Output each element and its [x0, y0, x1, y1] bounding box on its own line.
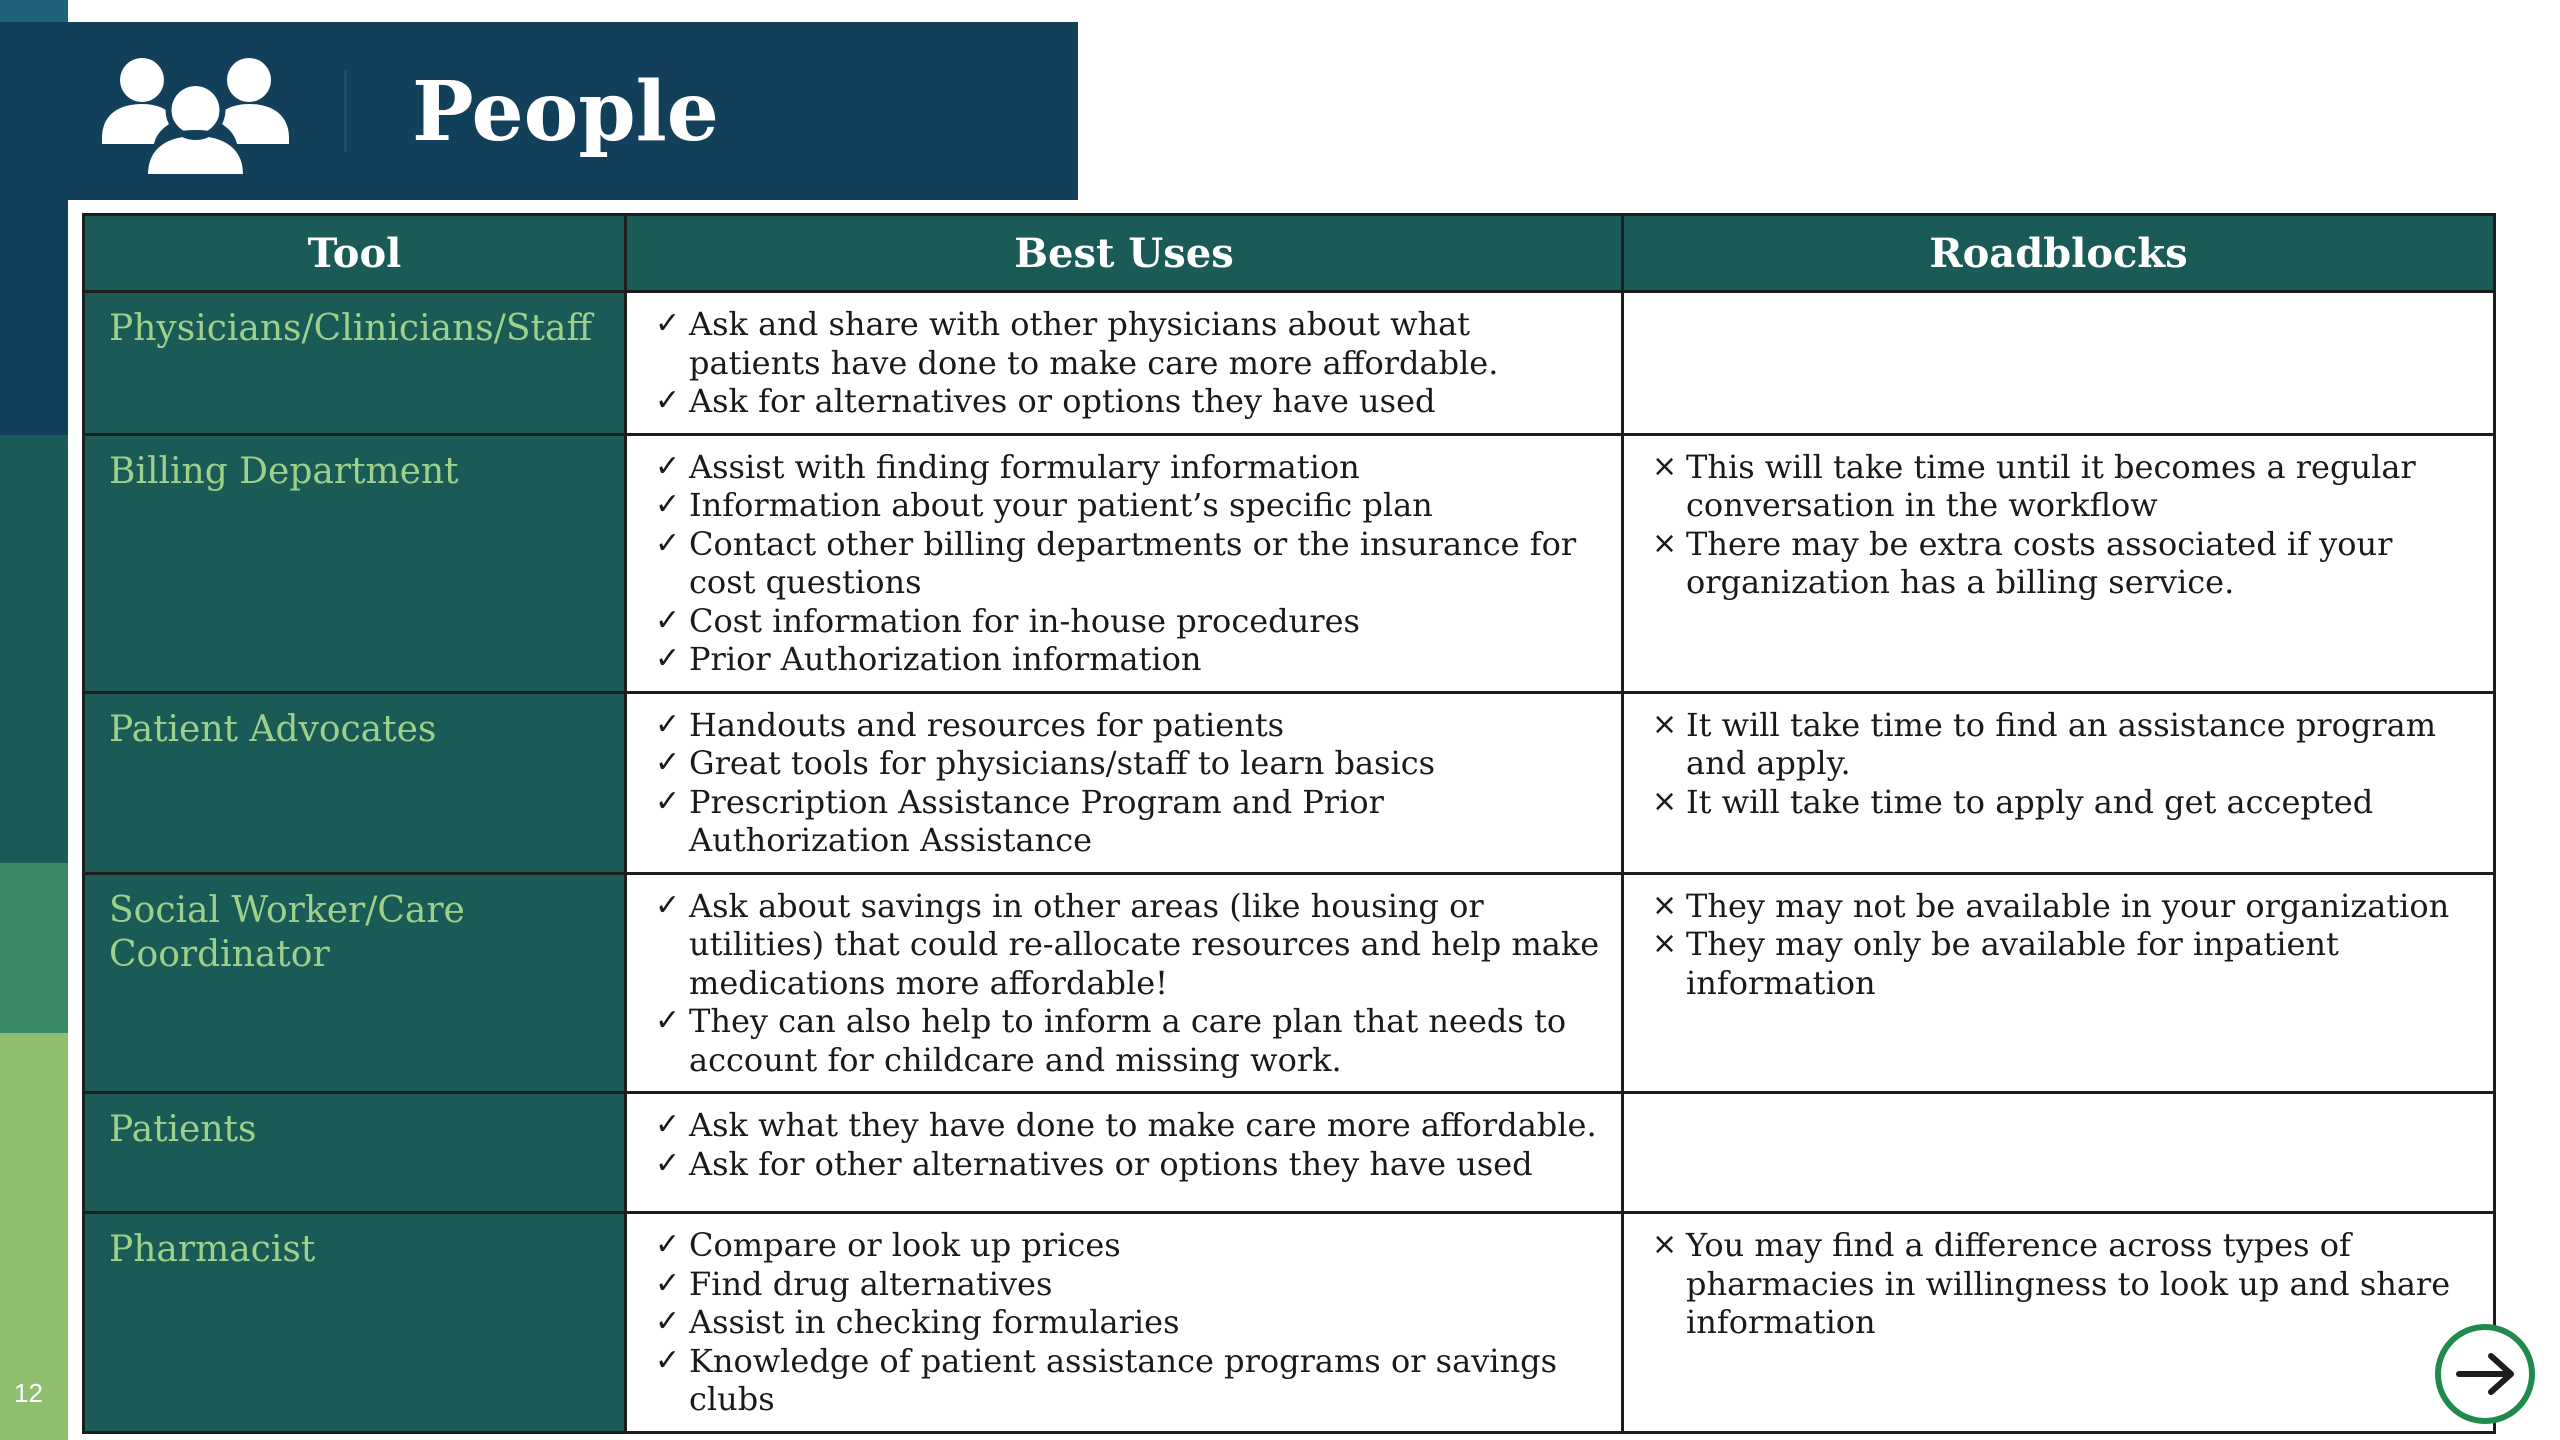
cross-icon: ×: [1652, 706, 1678, 742]
best-use-text: Knowledge of patient assistance programs or savings clubs: [689, 1341, 1557, 1418]
best-use-text: Contact other billing departments or the insurance for cost questions: [689, 524, 1577, 601]
check-icon: ✓: [655, 783, 681, 819]
header-divider: [344, 70, 347, 152]
header-banner: [0, 22, 1078, 200]
best-use-item: [655, 602, 1601, 641]
cross-icon: ×: [1652, 448, 1678, 484]
roadblocks-cell: [1623, 1213, 2495, 1433]
best-use-item: [655, 525, 1601, 602]
strip-segment-teal: [0, 435, 68, 863]
roadblocks-cell: [1623, 1093, 2495, 1213]
best-use-item: [655, 783, 1601, 860]
best-use-text: Ask and share with other physicians about what patients have done to make care more affordable.: [689, 305, 1499, 382]
check-icon: ✓: [655, 641, 681, 676]
people-group-icon: [98, 52, 293, 174]
roadblock-item: [1652, 1226, 2473, 1342]
best-use-item: [655, 1265, 1601, 1304]
check-icon: ✓: [655, 383, 681, 418]
best-uses-cell: [626, 434, 1623, 692]
best-use-text: Assist in checking formularies: [689, 1303, 1180, 1341]
arrow-right-circle-icon[interactable]: [2433, 1322, 2537, 1426]
tool-name: Patients: [84, 1093, 626, 1213]
roadblock-text: It will take time to find an assistance program and apply.: [1686, 705, 2437, 782]
table-row-pharmacist: [84, 1213, 2495, 1433]
roadblock-text: They may only be available for inpatient information: [1686, 925, 2339, 1002]
check-icon: ✓: [655, 1265, 681, 1301]
best-use-item: [655, 1226, 1601, 1265]
best-use-item: [655, 744, 1601, 783]
tool-name: Pharmacist: [84, 1213, 626, 1433]
best-uses-cell: [626, 1213, 1623, 1433]
check-icon: ✓: [655, 306, 681, 341]
check-icon: ✓: [655, 745, 681, 780]
best-use-text: Compare or look up prices: [689, 1226, 1121, 1264]
table-row-physicians: [84, 292, 2495, 435]
roadblock-item: [1652, 925, 2473, 1002]
tool-name: Social Worker/Care Coordinator: [84, 873, 626, 1093]
best-use-text: Prescription Assistance Program and Prior Authorization Assistance: [689, 782, 1384, 859]
roadblocks-cell: [1623, 692, 2495, 873]
strip-segment-top-accent: [0, 0, 68, 22]
best-use-text: Prior Authorization information: [689, 640, 1202, 678]
check-icon: ✓: [655, 1145, 681, 1181]
header-best-uses: Best Uses: [626, 215, 1623, 292]
best-use-item: [655, 448, 1601, 487]
check-icon: ✓: [655, 1107, 681, 1142]
cross-icon: ×: [1652, 887, 1678, 923]
tool-name: Patient Advocates: [84, 692, 626, 873]
best-use-item: [655, 305, 1601, 382]
best-use-text: Ask what they have done to make care more affordable.: [689, 1106, 1597, 1144]
check-icon: ✓: [655, 448, 681, 484]
best-use-text: Ask for alternatives or options they have used: [689, 382, 1436, 420]
cross-icon: ×: [1652, 1227, 1678, 1262]
cross-icon: ×: [1652, 783, 1678, 819]
roadblock-text: It will take time to apply and get accepted: [1686, 782, 2374, 821]
tool-name: Physicians/Clinicians/Staff: [84, 292, 626, 435]
roadblock-text: You may find a difference across types of pharmacies in willingness to look up and share information: [1686, 1226, 2451, 1341]
roadblocks-cell: [1623, 292, 2495, 435]
page-title: People: [412, 64, 719, 160]
check-icon: ✓: [655, 1227, 681, 1262]
best-uses-cell: [626, 692, 1623, 873]
page-number: 12: [14, 1378, 43, 1408]
table-row-billing: [84, 434, 2495, 692]
cross-icon: ×: [1652, 525, 1678, 561]
best-use-text: Great tools for physicians/staff to learn basics: [689, 744, 1436, 782]
strip-segment-green: [0, 863, 68, 1033]
check-icon: ✓: [655, 1003, 681, 1038]
table-header-row: [84, 215, 2495, 292]
best-use-item: [655, 1106, 1601, 1145]
best-use-text: Information about your patient’s specific plan: [689, 486, 1433, 524]
table-row-patient-advocates: [84, 692, 2495, 873]
best-use-item: [655, 640, 1601, 679]
best-use-item: [655, 1303, 1601, 1342]
best-use-item: [655, 706, 1601, 745]
best-use-item: [655, 1002, 1601, 1079]
check-icon: ✓: [655, 602, 681, 638]
check-icon: ✓: [655, 706, 681, 742]
roadblock-text: There may be extra costs associated if your organization has a billing service.: [1686, 524, 2393, 601]
roadblocks-cell: [1623, 434, 2495, 692]
best-use-text: Assist with finding formulary information: [689, 447, 1360, 486]
roadblock-text: They may not be available in your organization: [1686, 886, 2450, 925]
table-row-social-worker: [84, 873, 2495, 1093]
roadblock-item: [1652, 706, 2473, 783]
check-icon: ✓: [655, 525, 681, 561]
roadblock-item: [1652, 783, 2473, 822]
check-icon: ✓: [655, 487, 681, 522]
best-use-text: Cost information for in-house procedures: [689, 601, 1360, 640]
check-icon: ✓: [655, 1304, 681, 1339]
best-use-item: [655, 1342, 1601, 1419]
header-tool: Tool: [84, 215, 626, 292]
tool-name: Billing Department: [84, 434, 626, 692]
best-use-item: [655, 887, 1601, 1003]
best-use-item: [655, 382, 1601, 421]
roadblock-text: This will take time until it becomes a regular conversation in the workflow: [1686, 447, 2416, 524]
best-uses-cell: [626, 873, 1623, 1093]
table-row-patients: [84, 1093, 2495, 1213]
header-roadblocks: Roadblocks: [1623, 215, 2495, 292]
best-use-text: Find drug alternatives: [689, 1264, 1053, 1303]
best-use-text: Ask for other alternatives or options they have used: [689, 1144, 1533, 1183]
best-use-text: Handouts and resources for patients: [689, 705, 1285, 744]
best-uses-cell: [626, 292, 1623, 435]
best-use-item: [655, 1145, 1601, 1184]
roadblock-item: [1652, 887, 2473, 926]
check-icon: ✓: [655, 887, 681, 923]
best-use-item: [655, 486, 1601, 525]
best-use-text: Ask about savings in other areas (like housing or utilities) that could re-allocate resources and help make medications more affordable!: [689, 886, 1600, 1002]
side-color-strip: [0, 0, 68, 1440]
cross-icon: ×: [1652, 926, 1678, 961]
roadblocks-cell: [1623, 873, 2495, 1093]
best-uses-cell: [626, 1093, 1623, 1213]
check-icon: ✓: [655, 1342, 681, 1378]
best-use-text: They can also help to inform a care plan that needs to account for childcare and missing work.: [689, 1002, 1567, 1079]
roadblock-item: [1652, 525, 2473, 602]
tools-table: [82, 213, 2496, 1434]
roadblock-item: [1652, 448, 2473, 525]
